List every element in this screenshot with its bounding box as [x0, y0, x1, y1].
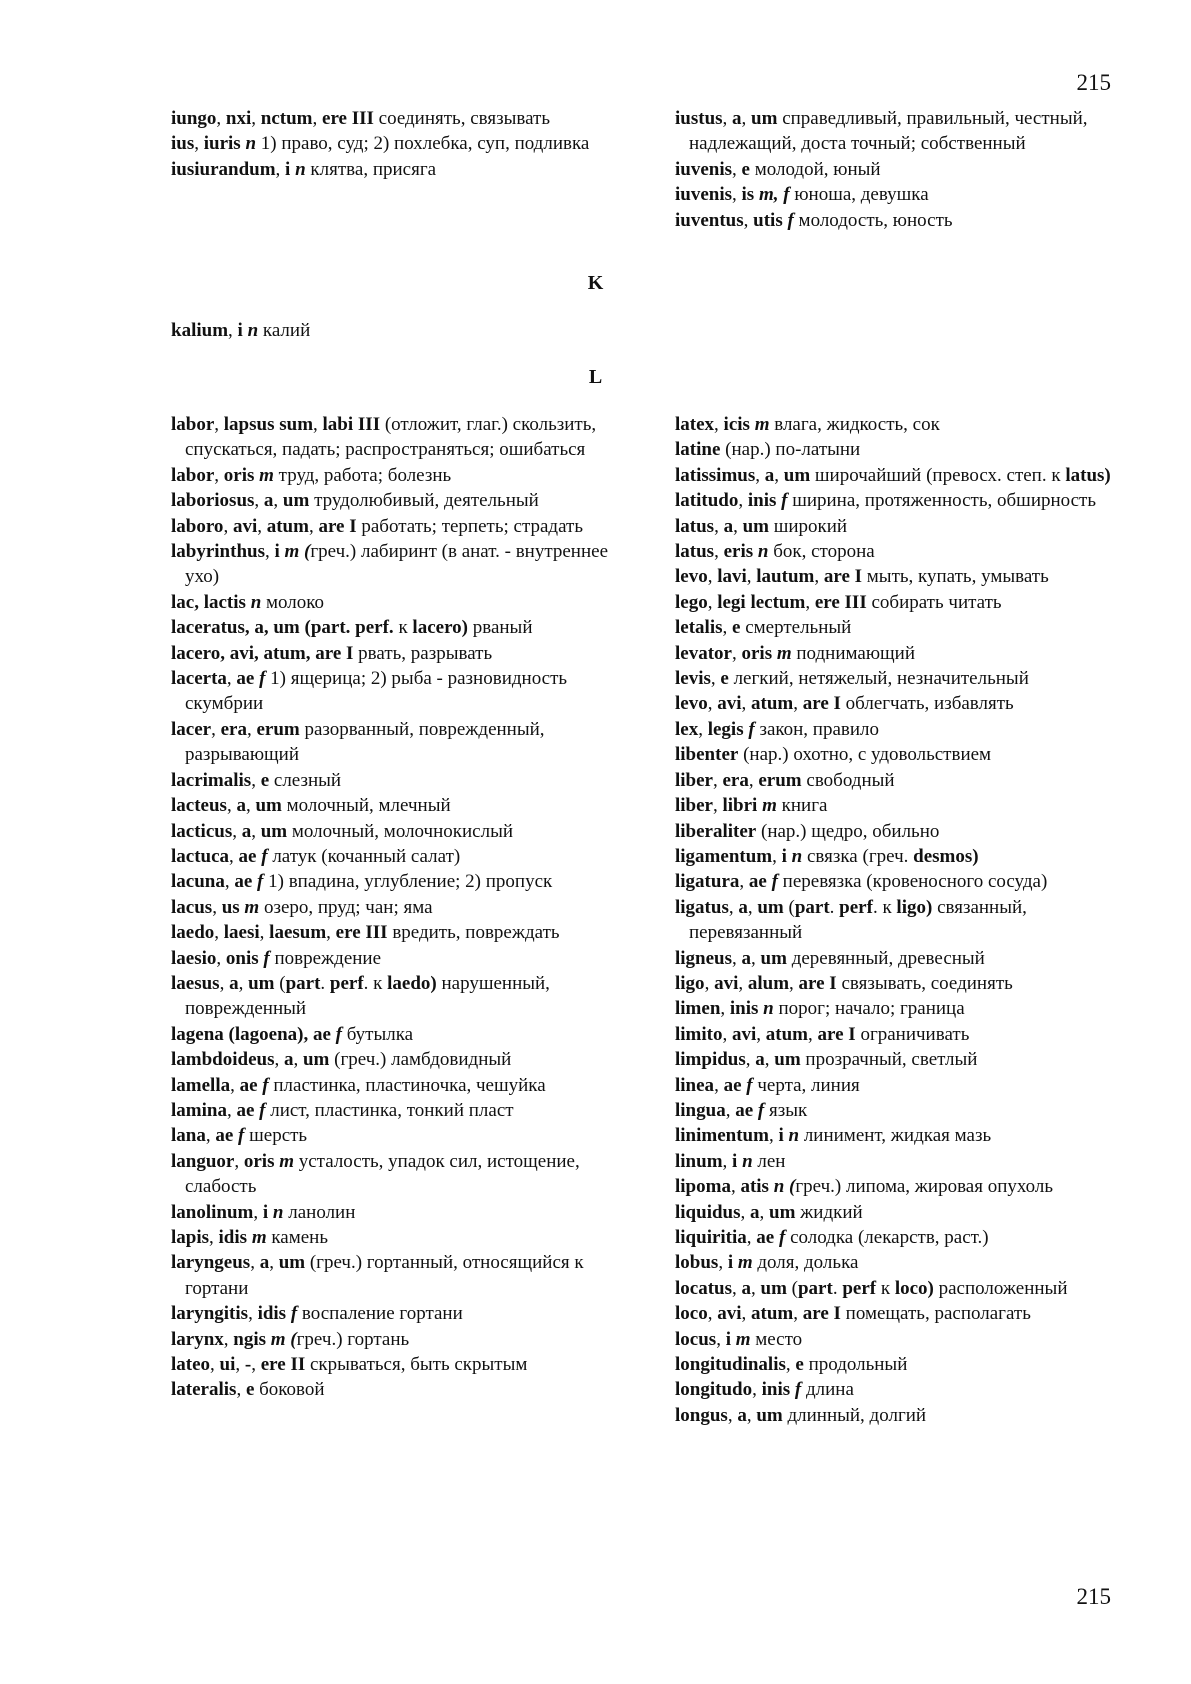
- dictionary-entry: levo, avi, atum, are I облегчать, избавлять: [675, 693, 1014, 715]
- dictionary-entry: latine (нар.) по-латыни: [675, 439, 861, 461]
- dictionary-entry: iuventus, utis f молодость, юность: [675, 209, 953, 231]
- dictionary-entry: levo, lavi, lautum, are I мыть, купать, умывать: [675, 566, 1049, 588]
- dictionary-entry: limito, avi, atum, are I ограничивать: [675, 1023, 970, 1045]
- dictionary-entry: lacerta, ae f 1) ящерица; 2) рыба - разновидность скумбрии: [171, 668, 568, 715]
- dictionary-entry: lacus, us m озеро, пруд; чан; яма: [171, 896, 433, 918]
- dictionary-entry: longitudo, inis f длина: [675, 1379, 854, 1401]
- dictionary-entry: letalis, e смертельный: [675, 617, 852, 639]
- dictionary-entry: longus, a, um длинный, долгий: [675, 1404, 927, 1426]
- dictionary-entry: laceratus, a, um (part. perf. к lacero) рваный: [171, 617, 533, 639]
- dictionary-entry: labor, lapsus sum, labi III (отложит, глаг.) скользить, спускаться, падать; распространяться; ошибаться: [171, 414, 597, 461]
- dictionary-entry: labor, oris m труд, работа; болезнь: [171, 464, 452, 486]
- dictionary-entry: latus, a, um широкий: [675, 515, 848, 537]
- dictionary-entry: liberaliter (нар.) щедро, обильно: [675, 820, 940, 842]
- dictionary-entry: lamina, ae f лист, пластинка, тонкий пласт: [171, 1099, 514, 1121]
- dictionary-entry: lacteus, a, um молочный, млечный: [171, 795, 451, 817]
- dictionary-entry: lagena (lagoena), ae f бутылка: [171, 1023, 414, 1045]
- dictionary-entry: loco, avi, atum, are I помещать, располагать: [675, 1303, 1031, 1325]
- dictionary-entry: lingua, ae f язык: [675, 1099, 808, 1121]
- dictionary-entry: limpidus, a, um прозрачный, светлый: [675, 1049, 978, 1071]
- dictionary-entry: lobus, i m доля, долька: [675, 1252, 859, 1274]
- dictionary-entry: languor, oris m усталость, упадок сил, истощение, слабость: [171, 1150, 580, 1198]
- dictionary-entry: latus, eris n бок, сторона: [675, 541, 875, 563]
- dictionary-entry: ligneus, a, um деревянный, древесный: [675, 947, 985, 969]
- dictionary-entry: laryngeus, a, um (греч.) гортанный, относящийся к гортани: [171, 1252, 584, 1299]
- dictionary-entry: lex, legis f закон, правило: [675, 718, 880, 740]
- dictionary-entry: iusiurandum, i n клятва, присяга: [171, 158, 437, 180]
- dictionary-entry: iustus, a, um справедливый, правильный, честный, надлежащий, доста точный; собственный: [675, 108, 1088, 155]
- dictionary-entry: latex, icis m влага, жидкость, сок: [675, 414, 940, 435]
- dictionary-entry: latitudo, inis f ширина, протяженность, обширность: [675, 490, 1097, 512]
- dictionary-entry: linimentum, i n линимент, жидкая мазь: [675, 1125, 992, 1147]
- dictionary-entry: iuvenis, e молодой, юный: [675, 158, 881, 180]
- dictionary-entry: lanolinum, i n ланолин: [171, 1201, 356, 1223]
- dictionary-entry: linea, ae f черта, линия: [675, 1074, 860, 1096]
- dictionary-entry: lego, legi lectum, ere III собирать читать: [675, 591, 1002, 613]
- section-k-column: [171, 318, 631, 343]
- dictionary-entry: latissimus, a, um широчайший (превосх. степ. к latus): [675, 464, 1111, 486]
- dictionary-entry: liber, libri m книга: [675, 795, 828, 817]
- dictionary-entry: ligatura, ae f перевязка (кровеносного сосуда): [675, 871, 1048, 893]
- dictionary-entry: lateralis, e боковой: [171, 1379, 325, 1401]
- section-l-left-column: [171, 412, 631, 1403]
- dictionary-entry: lana, ae f шерсть: [171, 1125, 308, 1147]
- dictionary-entry: lactuca, ae f латук (кочанный салат): [171, 845, 461, 867]
- dictionary-entry: liquidus, a, um жидкий: [675, 1201, 863, 1223]
- dictionary-entry: lacer, era, erum разорванный, поврежденный, разрывающий: [171, 718, 545, 766]
- dictionary-entry: iuvenis, is m, f юноша, девушка: [675, 184, 929, 206]
- dictionary-entry: lacuna, ae f 1) впадина, углубление; 2) пропуск: [171, 871, 553, 893]
- dictionary-entry: laedo, laesi, laesum, ere III вредить, повреждать: [171, 922, 560, 944]
- dictionary-entry: lacticus, a, um молочный, молочнокислый: [171, 820, 514, 842]
- section-i-left-column: [171, 106, 631, 182]
- dictionary-entry: laesio, onis f повреждение: [171, 947, 382, 969]
- dictionary-entry: ius, iuris n 1) право, суд; 2) похлебка, суп, подливка: [171, 133, 590, 155]
- dictionary-entry: iungo, nxi, nctum, ere III соединять, связывать: [171, 108, 551, 129]
- dictionary-entry: levator, oris m поднимающий: [675, 642, 915, 664]
- dictionary-entry: liquiritia, ae f солодка (лекарств, раст.): [675, 1227, 989, 1248]
- dictionary-entry: lacrimalis, e слезный: [171, 769, 342, 791]
- dictionary-entry: linum, i n лен: [675, 1150, 786, 1172]
- page-number-top: 215: [1076, 70, 1111, 95]
- dictionary-entry: locatus, a, um (part. perf к loco) расположенный: [675, 1277, 1068, 1299]
- dictionary-entry: lipoma, atis n (греч.) липома, жировая опухоль: [675, 1176, 1054, 1198]
- dictionary-entry: labyrinthus, i m (греч.) лабиринт (в анат. - внутреннее ухо): [171, 541, 609, 588]
- dictionary-entry: ligatus, a, um (part. perf. к ligo) связанный, перевязанный: [675, 896, 1027, 944]
- dictionary-entry: laryngitis, idis f воспаление гортани: [171, 1303, 463, 1325]
- letter-heading-l: L: [588, 366, 603, 388]
- dictionary-entry: lapis, idis m камень: [171, 1227, 329, 1248]
- dictionary-entry: longitudinalis, e продольный: [675, 1354, 908, 1376]
- dictionary-entry: kalium, i n калий: [171, 320, 311, 341]
- dictionary-entry: locus, i m место: [675, 1328, 803, 1350]
- dictionary-entry: lac, lactis n молоко: [171, 591, 325, 613]
- dictionary-entry: lambdoideus, a, um (греч.) ламбдовидный: [171, 1049, 512, 1071]
- dictionary-entry: laboriosus, a, um трудолюбивый, деятельный: [171, 490, 539, 512]
- section-i-right-column: [675, 106, 1135, 233]
- dictionary-entry: ligamentum, i n связка (греч. desmos): [675, 845, 979, 867]
- dictionary-entry: laboro, avi, atum, are I работать; терпеть; страдать: [171, 515, 584, 537]
- letter-heading-k: K: [587, 272, 604, 294]
- dictionary-entry: lacero, avi, atum, are I рвать, разрывать: [171, 642, 493, 664]
- dictionary-entry: limen, inis n порог; начало; граница: [675, 998, 965, 1020]
- dictionary-entry: libenter (нар.) охотно, с удовольствием: [675, 744, 992, 766]
- dictionary-entry: larynx, ngis m (греч.) гортань: [171, 1328, 410, 1350]
- page-number-bottom: 215: [1076, 1584, 1111, 1609]
- dictionary-entry: levis, e легкий, нетяжелый, незначительный: [675, 668, 1029, 690]
- dictionary-entry: liber, era, erum свободный: [675, 769, 895, 791]
- section-l-right-column: [675, 412, 1135, 1428]
- dictionary-entry: lamella, ae f пластинка, пластиночка, чешуйка: [171, 1074, 546, 1096]
- dictionary-entry: lateo, ui, -, ere II скрываться, быть скрытым: [171, 1354, 528, 1376]
- dictionary-entry: laesus, a, um (part. perf. к laedo) нарушенный, поврежденный: [171, 972, 550, 1020]
- dictionary-entry: ligo, avi, alum, are I связывать, соединять: [675, 972, 1013, 994]
